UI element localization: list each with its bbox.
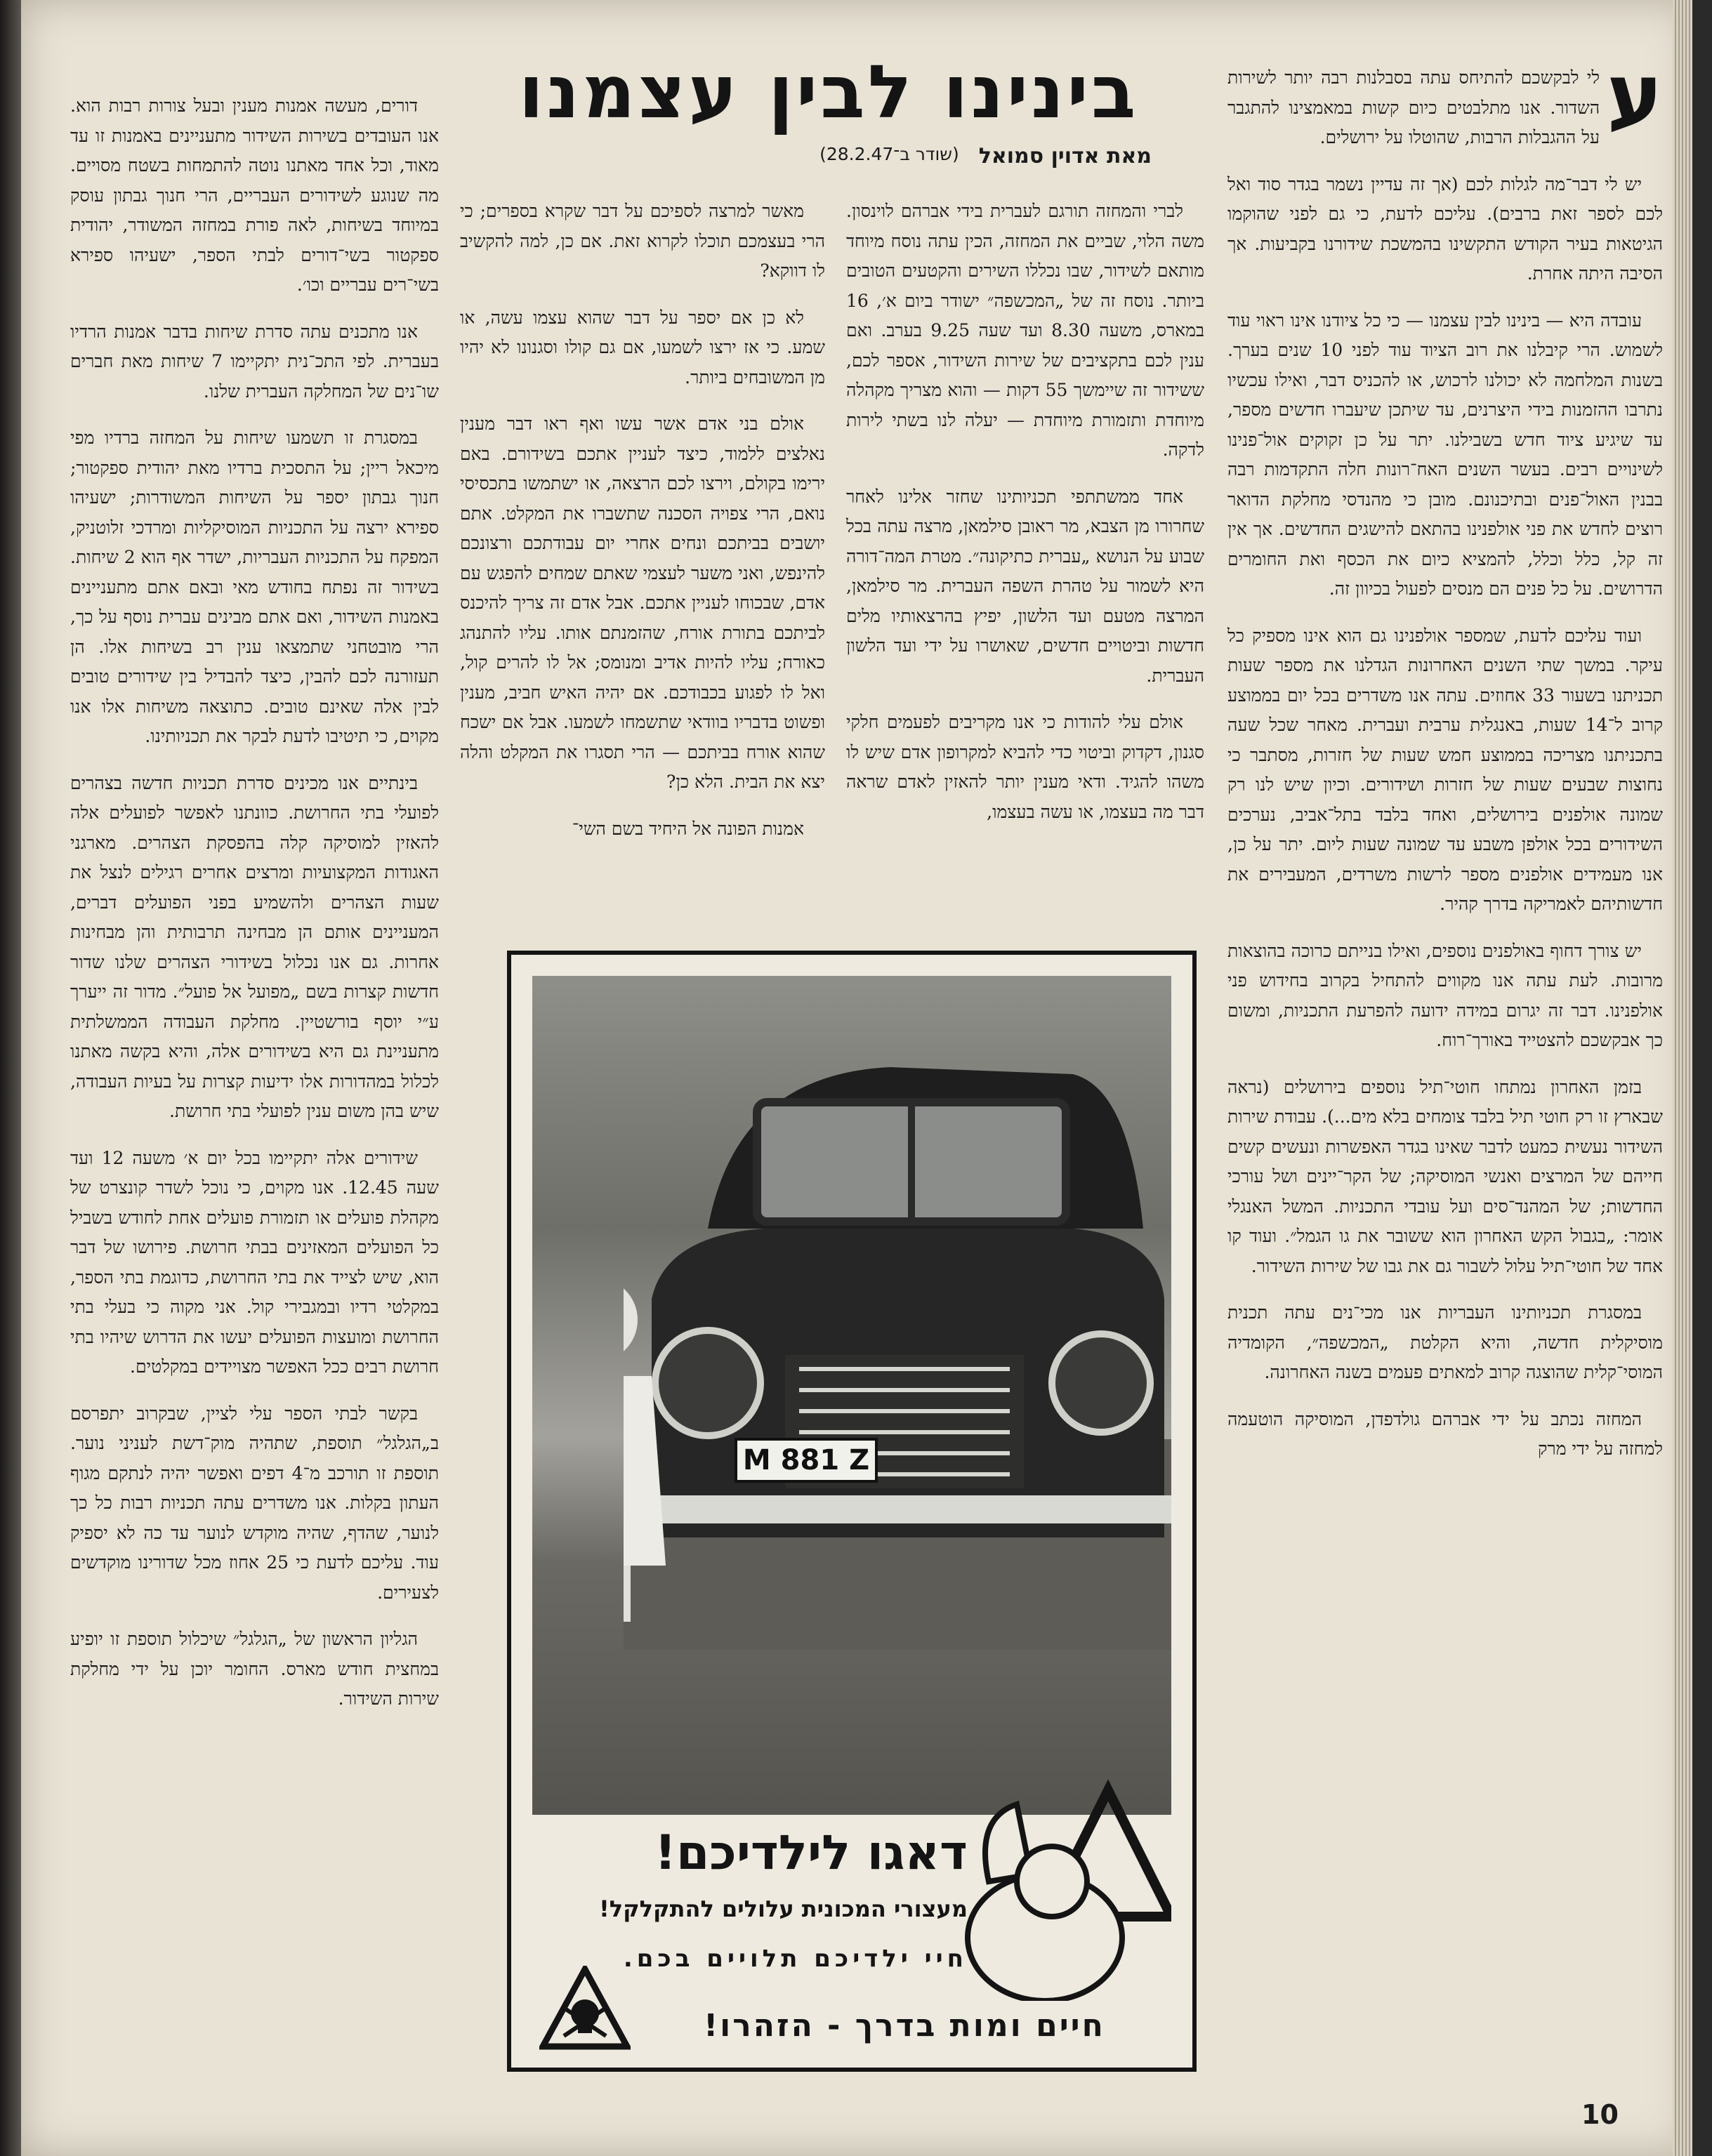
author-name: מאת אדוין סמואל (978, 144, 1152, 168)
drop-cap: ע (1607, 46, 1663, 144)
paragraph: במסגרת תכניותינו העבריות אנו מכי־נים עתה תכנית מוסיקלית חדשה, והיא הקלטת „המכשפה״, הקומדיה המוסי־קלית שהוצגה קרוב למאתים פעמים בשנה האחרונה. (1227, 1302, 1663, 1382)
car-illustration (624, 1046, 1171, 1650)
paragraph: דורים, מעשה אמנות מענין ובעל צורות רבות הוא. אנו העובדים בשירות השידור מתעניינים באמנות זו עד מאוד, וכל אחד מאתנו נוטה להתמחות בשטח מסויים. מה שנוגע לשידורים העבריים, הרי חנוך גבתון עוסק במיוחד בשיחות, לאה פורת במחזה המשודר, יהודית ספקטור בשי־דורים לבתי הספר, ישעיהו ספירא בשי־רים עבריים וכו׳. (70, 95, 439, 295)
paragraph: אנו מתכנים עתה סדרת שיחות בדבר אמנות הרדיו בעברית. לפי התכ־נית יתקיימו 7 שיחות מאת חברים שו־נים של המחלקה העברית שלנו. (70, 321, 439, 402)
ad-headline: דאגו לילדיכם! (654, 1825, 968, 1881)
page-number: 10 (1581, 2099, 1619, 2130)
paragraph: המחזה נכתב על ידי אברהם גולדפדן, המוסיקה הוטעמה למחזה על ידי מרק (1227, 1408, 1663, 1459)
ad-subline-children: חיי ילדיכם תלויים בכם. (623, 1945, 968, 1973)
paragraph: בזמן האחרון נמתחו חוטי־תיל נוספים בירושלים (נראה שבארץ זו רק חוטי תיל בלבד צומחים בלא מים...). עבודת שירות השידור נעשית כמעט לדבר שאינו בגדר האפשרות ונעשים קשים חייהם של המרצים ואנשי המוסיקה; של הקר־יינים ושל עורכי החדשות; של המהנד־סים ועל עובדי התכניות. המשל האנגלי אומר: „בגבול הקש האחרון הוא ששובר את גו הגמל״. ועוד קו אחד של חוטי־תיל עלול לשבור גם את גבו של שירות השידור. (1227, 1076, 1663, 1276)
paragraph: יש לי דבר־מה לגלות לכם (אך זה עדיין נשמר בגדר סוד ואל לכם לספר זאת ברבים). עליכם לדעת, כי גם לפני שהוקמו הגיטאות בעיר הקודש התקשינו בהמשכת שידורנו בקביעות. אך הסיבה היתה אחרת. (1227, 173, 1663, 284)
broadcast-date: (שודר ב־28.2.47) (819, 144, 959, 164)
paragraph: שידורים אלה יתקיימו בכל יום א׳ משעה 12 ועד שעה 12.45. אנו מקוים, כי נוכל לשדר קונצרט של מקהלת פועלים או תזמורת פועלים אחת לחודש בשביל כל הפועלים המאזינים בבתי חרושת. פירושו של דבר הוא, שיש לצייד את בתי החרושת, כדוגמת בתי הספר, במקלטי רדיו ובמגבירי קול. אני מקוה כי בעלי בתי החרושת ומועצות הפועלים יעשו את הדרוש שיהיו בתי חרושת רבים ככל האפשר מצויידים במקלטים. (70, 1147, 439, 1377)
magazine-page (21, 0, 1692, 2156)
column-middle-left (460, 197, 825, 861)
paragraph: מאשר למרצה לספיכם על דבר שקרא בספרים; כי הרי בעצמכם תוכלו לקרוא זאת. אם כן, למה להקשיב לו דווקא? (460, 201, 825, 281)
column-right (1227, 46, 1663, 1481)
warning-figure-icon (947, 1776, 1171, 2001)
license-plate: M 881 Z (742, 1444, 870, 1476)
paragraph: במסגרת זו תשמעו שיחות על המחזה ברדיו מפי מיכאל ריין; על התסכית ברדיו מאת יהודית ספקטור; חנוך גבתון יספר על השיחות המשודרות; ישעיהו ספירא ירצה על התכניות המוסיקליות ומרדכי זלוטניק, המפקח על התכניות העבריות, ישדר אף הוא 2 שיחות. בשידור זה נפתח בחודש מאי ובאם אתם מתעניינים באמנות השידור, ואם אתם מבינים עברית נוסף על כך, הרי מובטחני שתמצאו ענין רב בשיחות אלו. הן תעזורנה לכם להבין, כיצד להבדיל בין שידורים טובים לבין אלה שאינם טובים. כתוצאה משיחות אלו אנו מקוים, כי תיטיבו לדעת לבקר את תכניותינו. (70, 428, 439, 746)
road-safety-advertisement (507, 951, 1197, 2072)
paragraph: ועוד עליכם לדעת, שמספר אולפנינו גם הוא אינו מספיק כל עיקר. במשך שתי השנים האחרונות הגדלנו את מספר שעות תכניתנו בשעור 33 אחוזים. עתה אנו משדרים בכל יום בממוצע קרוב ל־14 שעות, באנגלית ערבית ועברית. מאחר שכל שעה בתכניתנו מצריכה בממוצע חמש שעות של חזרות, מסתבר כי נחוצות שבעים שעות של חזרות ושידורים. וכיון שיש לנו רק שמונה אולפנים בירושלים, ואחד בלבד בתל־אביב, נערכים השידורים בכל אולפן משבע עד שמונה שעות ליום. יתר על כן, אנו מעמידים אולפנים מספר לרשות משרדים, המעבירים את חדשותיהם לאמריקה בדרך קהיר. (1227, 625, 1663, 914)
paragraph: לא כן אם יספר על דבר שהוא עצמו עשה, או שמע. כי אז ירצו לשמעו, אם גם קולו וסגנונו לא יהיו מן המשובחים ביותר. (460, 307, 825, 388)
paragraph: אולם בני אדם אשר עשו ואף ראו דבר מענין נאלצים ללמוד, כיצד לעניין אתכם בשידורם. באם ירימו בקולם, וירצו לכם הרצאה, או ישתמשו בתכסיסי נואם, הרי צפויה הסכנה שתשברו את המקלט. אתם יושבים בביתכם ונחים אחרי יום עבודתכם ורצונכם להינפש, ואני משער לעצמי שאתם שמחים להפגש עם אדם, שבכוחו לעניין אתכם. אבל אדם זה צריך להיכנס לביתכם בתורת אורח, שהזמנתם אותו. עליו להתנהג כאורח; עליו להיות אדיב ומנומס; אל לו להרים קול, ואל לו לפגוע בכבודכם. אם יהיה האיש חביב, מענין ופשוט בדבריו בוודאי שתשמחו לשמעו. אבל אם ישכח שהוא אורח בביתכם — הרי תסגרו את המקלט והלה יצא את הבית. הלא כן? (460, 414, 825, 792)
paragraph: בקשר לבתי הספר עלי לציין, שבקרוב יתפרסם ב„הגלגל״ תוספת, שתהיה מוק־דשת לעניני נוער. תוספת זו תורכב מ־4 דפים ואפשר יהיה לנתקם מגוף העתון בקלות. אנו משדרים עתה תכניות רבות כל כך לנוער, שהדף, שהיה מוקדש לנוער עד כה לא יספיק עוד. עליכם לדעת כי 25 אחוז מכל שדורינו מוקדשים לצעירים. (70, 1403, 439, 1603)
paragraph: לברי והמחזה תורגם לעברית בידי אברהם לוינסון. משה הלוי, שביים את המחזה, הכין עתה נוסח מיוחד מותאם לשידור, שבו נכללו השירים והקטעים הטובים ביותר. נוסח זה של „המכשפה״ ישודר ביום א׳, 16 במארס, משעה 8.30 ועד שעה 9.25 בערב. ואם ענין לכם בתקציבים של שירות השידור, אספר לכם, ששידור זה שיימשך 55 דקות — והוא מצריך מקהלה מיוחדת ותזמורת מיוחדת — יעלה לנו בשתי לירות לדקה. (846, 201, 1205, 460)
byline (646, 144, 1152, 168)
paragraph: אולם עלי להודות כי אנו מקריבים לפעמים חלקי סגנון, דקדוק וביטוי כדי להביא למקרופון אדם שיש לו משהו להגיד. ודאי מענין יותר להאזין לאדם שראה דבר מה בעצמו, או עשה בעצמו, (846, 712, 1204, 822)
ad-footer-slogan: חיים ומות בדרך - הזהרו! (704, 2008, 1105, 2044)
column-left (70, 91, 439, 1731)
paragraph: אמנות הפונה אל היחיד בשם השי־ (572, 818, 804, 839)
paragraph: הגליון הראשון של „הגלגל״ שיכלול תוספת זו יופיע במחצית חודש מארס. החומר יוכן על ידי מחלקת שירות השידור. (70, 1629, 439, 1709)
page-stack-edge (1673, 0, 1692, 2156)
paragraph: עובדה היא — בינינו לבין עצמנו — כי כל ציודנו אינו ראוי עוד לשמוש. הרי קיבלנו את רוב הציוד עוד לפני 10 שנים בערך. בשנות המלחמה לא יכולנו לרכוש, או להכניס דבר, ואילו עכשיו נתרבו ההזמנות בידי היצרנים, עד שיתכן שיעברו חדשים מספר, עד שיגיע ציוד חדש בשבילנו. יתר על כן זקוקים אול־פנינו לשינויים רבים. בעשר השנים האח־רונות חלה התקדמות רבה בבנין האול־פנים ובתיכנונם. מובן כי מהנדסי מחלקת הדואר רוצים לחדש את פני אולפנינו בהתאם להישגים החדשים. אך אין זה קל, כלל וכלל, להמציא כיום את הכסף ואת החומרים הדרושים. על כל פנים הם מנסים לפעול בכיוון זה. (1227, 310, 1663, 599)
paragraph: ע לי לבקשכם להתיחס עתה בסבלנות רבה יותר לשירות השדור. אנו מתלבטים כיום קשות במאמצינו להתגבר על ההגבלות הרבות, שהוטלו על ירושלים. (1227, 46, 1663, 147)
paragraph: יש צורך דחוף באולפנים נוספים, ואילו בנייתם כרוכה בהוצאות מרובות. לעת עתה אנו מקווים להתחיל בקרוב בחידוש פני אולפנינו. דבר זה יגרום במידה ידועה להפרעת התכניות, ומשום כך אבקשכם להצטייד באורך־רוח. (1227, 940, 1663, 1050)
column-middle-right (846, 197, 1204, 844)
car-and-child-photo (532, 976, 1171, 1815)
book-binding (0, 0, 21, 2156)
ad-subline-brakes: מעצורי המכונית עלולים להתקלקל! (599, 1896, 968, 1922)
paragraph: בינתיים אנו מכינים סדרת תכניות חדשה בצהרים לפועלי בתי החרושת. כוונתנו לאפשר לפועלים אלה להאזין למוסיקה קלה בהפסקת הצהרים. מארגני האגודות המקצועיות ומרצים אחרים רגילים לנצל את שעות הצהרים ולהשמיע בפני הפועלים דברים, המעניינים אותם הן מבחינה תרבותית והן מבחינות אחרות. גם אנו נכלול בשידורי הצהרים שלנו שדור חדשות קצרות בשם „מפועל אל פועל״. מדור זה ייערך ע״י יוסף בורשטיין. מחלקת העבודה הממשלתית מתעניינת גם היא בשידורים אלה, והיא בקשה מאתנו לכלול במהדורות אלו ידיעות קצרות על בעיות העבודה, שיש בהן משום ענין לפועלי בתי חרושת. (70, 772, 439, 1121)
skull-warning-icon (539, 1966, 631, 2050)
paragraph: אחד ממשתתפי תכניותינו שחזר אלינו לאחר שחרורו מן הצבא, מר ראובן סילמאן, מרצה עתה בכל שבוע על הנושא „עברית כתיקונה״. מטרת המה־דורה היא לשמור על טהרת השפה העברית. מר סילמאן, המרצה מטעם ועד הלשון, יפיץ בהרצאותיו מלים חדשות וביטויים חדשים, שאושרו על ידי ועד הלשון העברית. (846, 486, 1204, 686)
article-title: בינינו לבין עצמנו (518, 49, 1139, 135)
